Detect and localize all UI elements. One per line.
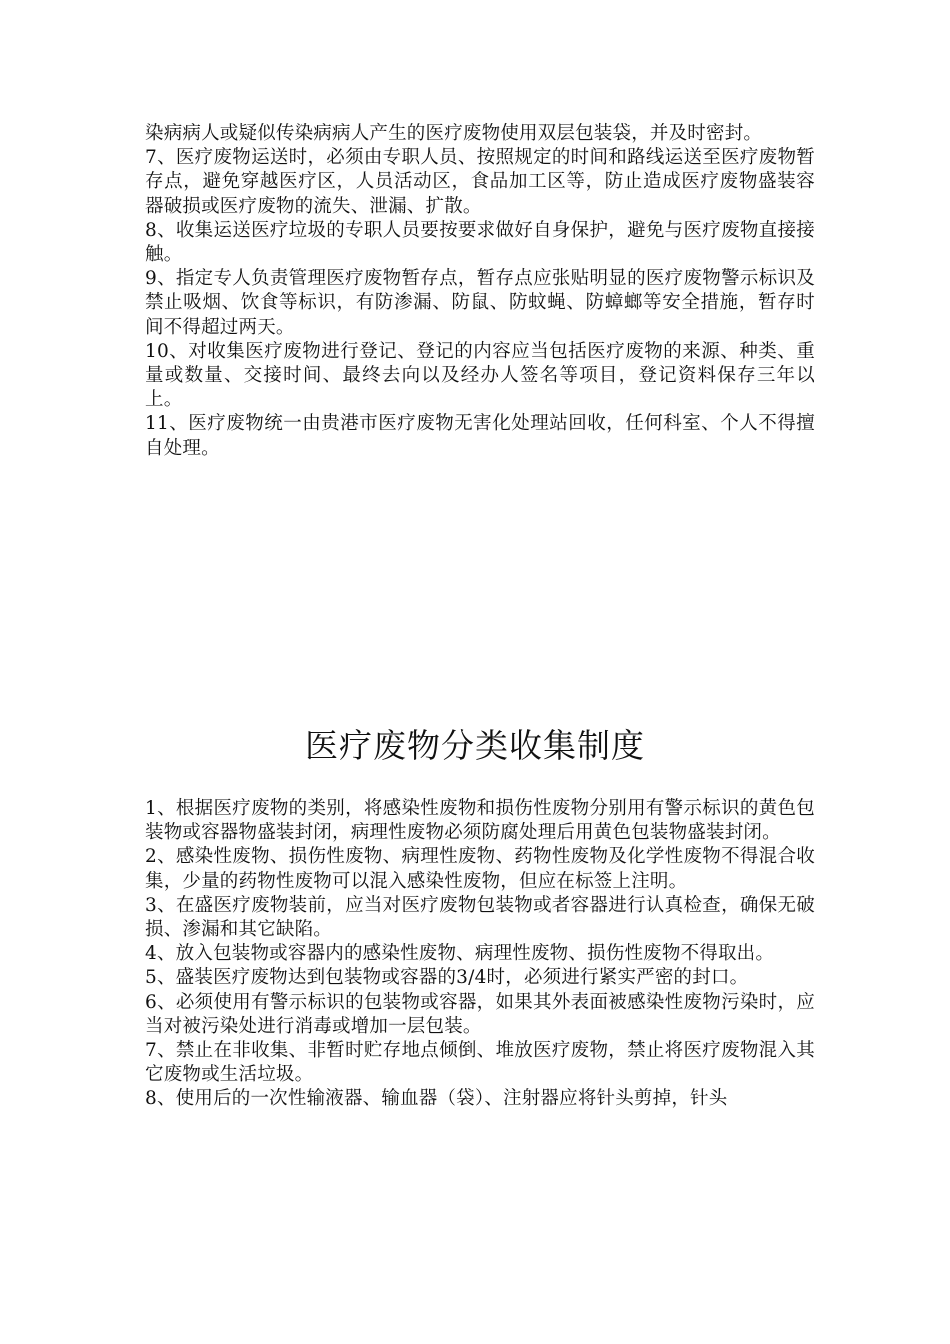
classification-rules-section [145, 797, 815, 1112]
rule-item-1: 1、根据医疗废物的类别，将感染性废物和损伤性废物分别用有警示标识的黄色包装物或容器物盛装封闭，病理性废物必须防腐处理后用黄色包装物盛装封闭。 [145, 798, 815, 844]
document-title: 医疗废物分类收集制度 [305, 726, 645, 765]
rule-item-8: 8、使用后的一次性输液器、输血器（袋）、注射器应将针头剪掉，针头 [145, 1088, 728, 1110]
rule-item-2: 2、感染性废物、损伤性废物、病理性废物、药物性废物及化学性废物不得混合收集，少量的药物性废物可以混入感染性废物，但应在标签上注明。 [145, 846, 815, 892]
paragraph-item-7: 7、医疗废物运送时，必须由专职人员、按照规定的时间和路线运送至医疗废物暂存点，避免穿越医疗区，人员活动区，食品加工区等，防止造成医疗废物盛装容器破损或医疗废物的流失、泄漏、扩散。 [145, 147, 815, 217]
paragraph-item-8: 8、收集运送医疗垃圾的专职人员要按要求做好自身保护，避免与医疗废物直接接触。 [145, 219, 815, 266]
paragraph-continued: 染病病人或疑似传染病病人产生的医疗废物使用双层包装袋，并及时密封。 [145, 123, 763, 144]
previous-section-continuation [145, 122, 815, 461]
rule-item-7: 7、禁止在非收集、非暂时贮存地点倾倒、堆放医疗废物，禁止将医疗废物混入其它废物或生活垃圾。 [145, 1040, 815, 1086]
paragraph-item-10: 10、对收集医疗废物进行登记、登记的内容应当包括医疗废物的来源、种类、重量或数量、交接时间、最终去向以及经办人签名等项目，登记资料保存三年以上。 [145, 340, 815, 411]
rule-item-5: 5、盛装医疗废物达到包装物或容器的3/4时，必须进行紧实严密的封口。 [145, 967, 749, 989]
rule-item-4: 4、放入包装物或容器内的感染性废物、病理性废物、损伤性废物不得取出。 [145, 943, 775, 965]
rule-item-6: 6、必须使用有警示标识的包装物或容器，如果其外表面被感染性废物污染时，应当对被污染处进行消毒或增加一层包装。 [145, 991, 815, 1037]
paragraph-item-11: 11、医疗废物统一由贵港市医疗废物无害化处理站回收，任何科室、个人不得擅自处理。 [145, 413, 815, 459]
rule-item-3: 3、在盛医疗废物装前，应当对医疗废物包装物或者容器进行认真检查，确保无破损、渗漏和其它缺陷。 [145, 894, 815, 941]
paragraph-item-9: 9、指定专人负责管理医疗废物暂存点，暂存点应张贴明显的医疗废物警示标识及禁止吸烟、饮食等标识，有防渗漏、防鼠、防蚊蝇、防蟑螂等安全措施，暂存时间不得超过两天。 [145, 268, 815, 338]
